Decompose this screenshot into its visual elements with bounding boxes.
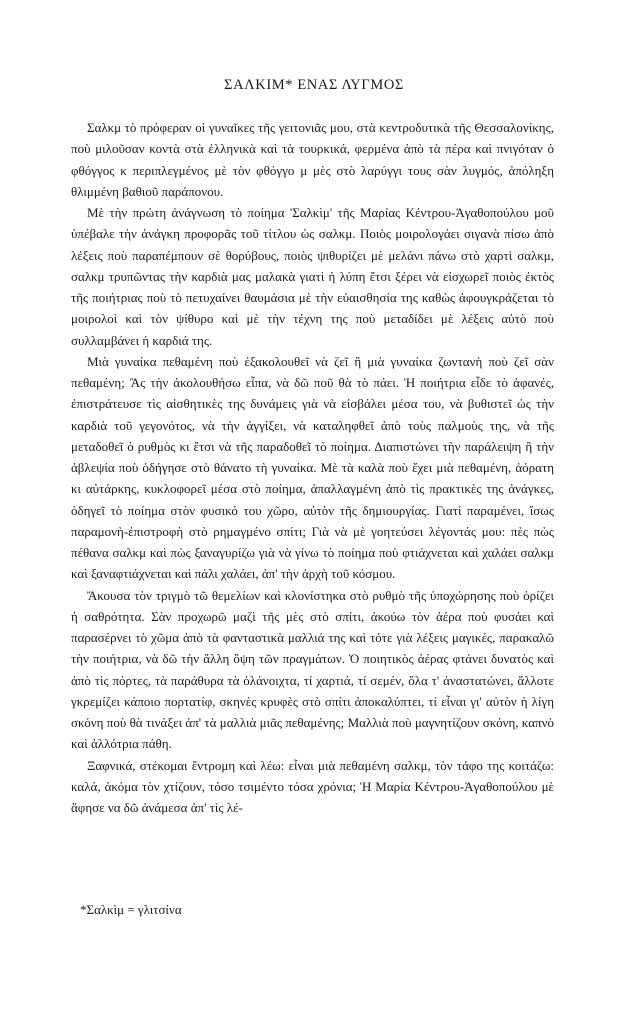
paragraph-4: Ἄκουσα τὸν τριγμὸ τῶ θεμελίων καὶ κλονίστηκα στὸ ρυθμὸ τῆς ὑποχώρησης ποὺ ὁρίζει ἡ σαθρότητα. Σὰν προχωρῶ μαζὶ τῆς μὲς στὸ σπίτι, ἀκούω τὸν ἀέρα ποὺ φυσάει καὶ παρασέρνει τὸ χῶμα ἀπὸ τὰ φανταστικὰ μαλλιά της καὶ τότε γιὰ λέξεις μαγικές, παρακαλῶ τὴν ποιήτρια, νὰ δῶ τὴν ἄλλη ὄψη τῶν πραγμάτων. Ὁ ποιητικὸς ἀέρας φτάνει δυνατὸς καὶ ἀπὸ τὶς πόρτες, τὰ παράθυρα τὰ ὀλάνοιχτα, τί χαρτιά, τί σεμέν, ὅλα τ' ἀναστατώνει, ἄλλοτε γκρεμίζει κάποιο πορτατίφ, σκηνὲς κρυφὲς στὸ σπίτι ἀποκαλύπτει, τί εἶναι γι' αὐτὸν ἡ λίγη σκόνη ποὺ θὰ τινάξει ἀπ' τὰ μαλλιὰ μιᾶς πεθαμένης; Μαλλιὰ ποὺ μαγνητίζουν σκόνη, καπνὸ καὶ ἀλλότρια πάθη. (71, 587, 554, 752)
paragraph-2: Μὲ τὴν πρώτη ἀνάγνωση τὸ ποίημα 'Σαλκὶμ' τῆς Μαρίας Κέντρου-Ἀγαθοπούλου μοῦ ὑπέβαλε τὴν ἀνάγκη προφορᾶς τοῦ τίτλου ὡς σαλκμ. Ποιὸς μοιρολογάει σιγανὰ πίσω ἀπὸ λέξεις ποὺ παραπέμπουν σὲ θορύβους, ποιὸς ψιθυρίζει μὲ μελάνι πάνω στὸ χαρτὶ σαλκμ, σαλκμ τρυπῶντας τὴν καρδιὰ μας μαλακὰ γιατὶ ἡ λύπη ἔτσι ξέρει νὰ εἰσχωρεῖ ποιὸς ἐκτὸς τῆς ποιήτριας ποὺ τὸ πετυχαίνει θαυμάσια μὲ τὴν εὐαισθησία της καθὼς ἀφουγκράζεται τὸ μοιρολοὶ καὶ τὸν ψίθυρο καὶ μὲ τὴν τέχνη της ποὺ μεταδίδει μὲ λέξεις αὐτὸ ποὺ συλλαμβάνει ἡ καρδιά της. (71, 205, 554, 348)
footnote: *Σαλκὶμ = γλιτσίνα (80, 902, 182, 917)
paragraph-3: Μιὰ γυναίκα πεθαμένη ποὺ ἐξακολουθεῖ νὰ ζεῖ ἢ μιὰ γυναίκα ζωντανὴ ποὺ ζεῖ σὰν πεθαμένη; Ἂς τὴν ἀκολουθήσω εἶπα, νὰ δῶ ποῦ θὰ τὸ πάει. Ἡ ποιήτρια εἶδε τὸ ἀφανές, ἐπιστράτευσε τὶς αἰσθητικὲς της δυνάμεις γιὰ νὰ εἰσβάλει μέσα του, νὰ βυθιστεῖ ὡς τὴν καρδιὰ τοῦ γεγονότος, νὰ τὴν ἀγγίξει, νὰ καταληφθεῖ ἀπὸ τοὺς παλμοὺς της, νὰ τῆς μεταδοθεῖ ὁ ρυθμὸς κι ἔτσι νὰ τῆς παραδοθεῖ τὸ ποίημα. Διαπιστώνει τὴν παράλειψη ἢ τὴν ἀβλεψία ποὺ ὁδήγησε στὸ θάνατο τὴ γυναίκα. Μὲ τὰ καλὰ ποὺ ἔχει μιὰ πεθαμένη, ἀόρατη κι αὐτάρκης, κυκλοφορεῖ μέσα στὸ ποίημα, ἀπαλλαγμένη ἀπὸ τὶς πρακτικὲς της ἀνάγκες, ὁδηγεῖ τὸ ποίημα στὸν φυσικό του χῶρο, αὐτὸν τῆς δημιουργίας. Γιατί παραμένει, ἴσως παραμονὴ-ἐπιστροφὴ στὸ ρημαγμένο σπίτι; Γιὰ νὰ μὲ γοητεύσει λέγοντάς μου: πὲς πὼς πέθανα σαλκμ καὶ πὼς ξαναγυρίζω γιὰ νὰ γίνω τὸ ποίημα ποὺ φτιάχνεται καὶ χαλάει σαλκμ καὶ ξαναφτιάχνεται καὶ πάλι χαλάει, ἀπ' τὴν ἀρχὴ τοῦ κόσμου. (71, 353, 554, 582)
paragraph-5: Ξαφνικά, στέκομαι ἔντρομη καὶ λέω: εἶναι μιὰ πεθαμένη σαλκμ, τὸν τάφο της κοιτάζω: καλά, ἀκόμα τὸν χτίζουν, τόσο τσιμέντο τόσα χρόνια; Ἡ Μαρία Κέντρου-Ἀγαθοπούλου μὲ ἄφησε να δῶ ἀνάμεσα ἀπ' τὶς λέ- (71, 757, 554, 815)
essay-body (71, 117, 554, 818)
page-title: ΣΑΛΚΙΜ* ΕΝΑΣ ΛΥΓΜΟΣ (224, 77, 404, 93)
paragraph-1: Σαλκμ τὸ πρόφεραν οἱ γυναῖκες τῆς γειτονιᾶς μου, στὰ κεντροδυτικὰ τῆς Θεσσαλονίκης, ποὺ μιλοῦσαν κοντὰ στὰ ἑλληνικὰ καὶ τὰ τουρκικά, φερμένα ἀπὸ τὰ πέρα καὶ πνιγόταν ὁ φθόγγος κ περιπλεγμένος μὲ τὸν φθόγγο μ μὲς στὸ λαρύγγι τους σὰν λυγμός, ἀπόληξη θλιμμένη βαθιοῦ παράπονου. (71, 120, 554, 199)
